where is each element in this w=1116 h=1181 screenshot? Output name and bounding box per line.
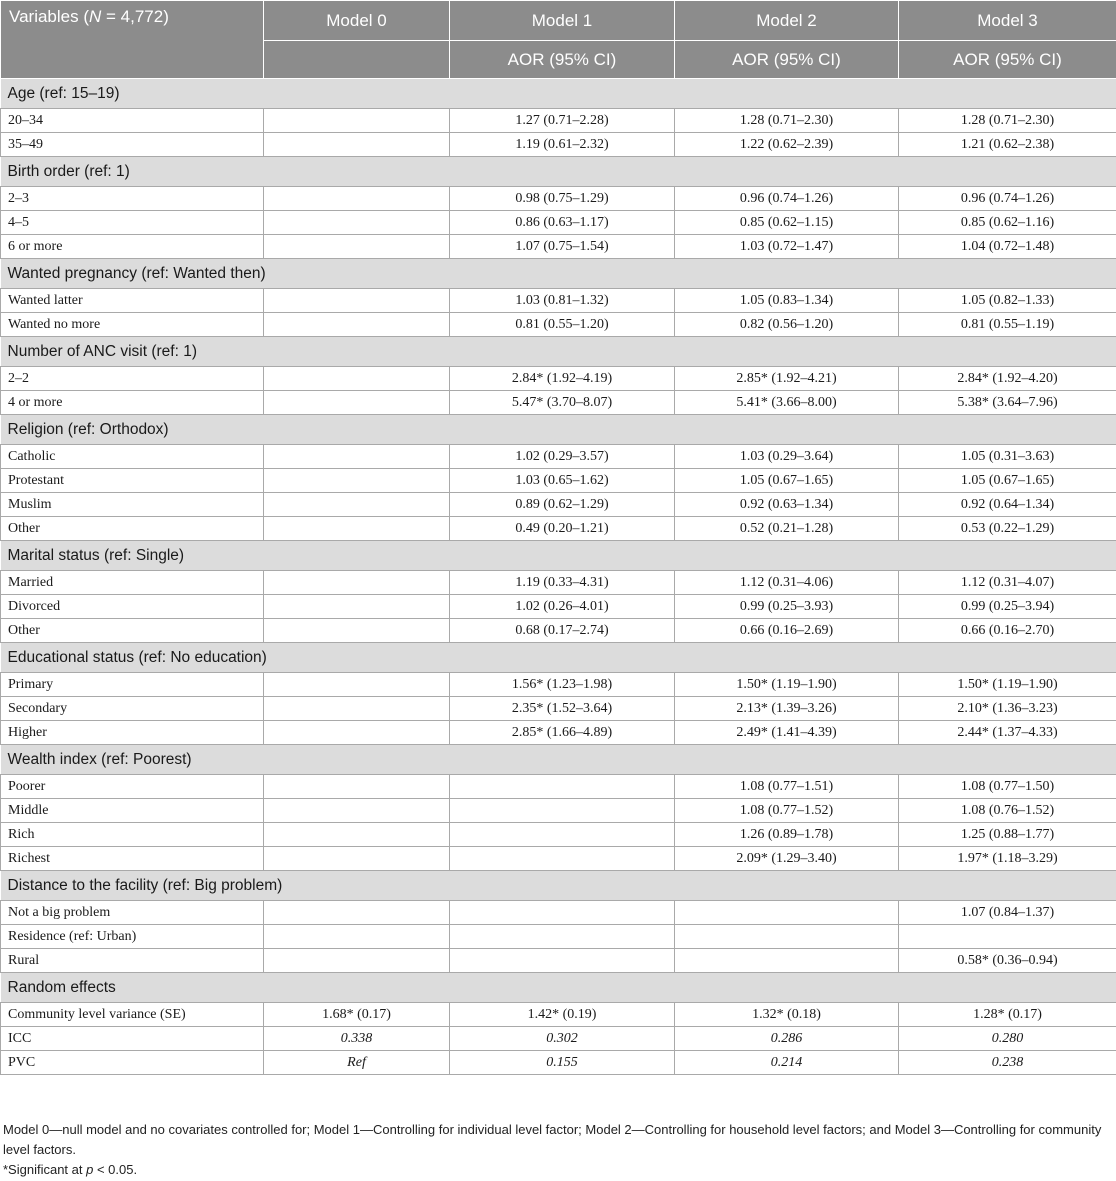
model-1-cell: 0.302 [450,1027,675,1051]
model-0-cell [264,517,450,541]
model-0-cell [264,925,450,949]
row-label: 2–2 [1,367,264,391]
row-label: 35–49 [1,133,264,157]
model-2-cell: 2.49* (1.41–4.39) [675,721,899,745]
model-0-cell [264,493,450,517]
model-3-cell: 1.12 (0.31–4.07) [899,571,1116,595]
model-1-cell: 1.42* (0.19) [450,1003,675,1027]
model-0-cell: 1.68* (0.17) [264,1003,450,1027]
model-0-cell [264,289,450,313]
table-row [1,289,1116,313]
model-3-cell: 0.66 (0.16–2.70) [899,619,1116,643]
section-title: Age (ref: 15–19) [1,79,1116,109]
model-2-cell: 0.52 (0.21–1.28) [675,517,899,541]
model-3-cell: 1.08 (0.76–1.52) [899,799,1116,823]
table-row [1,1027,1116,1051]
model-0-cell [264,133,450,157]
model-3-cell: 0.81 (0.55–1.19) [899,313,1116,337]
model-3-cell: 5.38* (3.64–7.96) [899,391,1116,415]
model-2-cell: 1.26 (0.89–1.78) [675,823,899,847]
model-3-cell: 1.07 (0.84–1.37) [899,901,1116,925]
model-3-cell: 1.97* (1.18–3.29) [899,847,1116,871]
model-0-cell [264,367,450,391]
model-1-cell: 1.07 (0.75–1.54) [450,235,675,259]
table-row [1,469,1116,493]
table-row [1,901,1116,925]
section-header-row [1,871,1116,901]
row-label: 4–5 [1,211,264,235]
section-title: Religion (ref: Orthodox) [1,415,1116,445]
model-2-cell: 5.41* (3.66–8.00) [675,391,899,415]
model-2-cell [675,949,899,973]
model-3-cell: 2.44* (1.37–4.33) [899,721,1116,745]
model-1-cell: 0.89 (0.62–1.29) [450,493,675,517]
model-0-cell [264,697,450,721]
section-title: Distance to the facility (ref: Big problem) [1,871,1116,901]
model-0-cell [264,469,450,493]
model-1-cell: 1.03 (0.81–1.32) [450,289,675,313]
row-label: Muslim [1,493,264,517]
section-header-row [1,157,1116,187]
model-2-cell: 1.05 (0.83–1.34) [675,289,899,313]
model-2-subheader: AOR (95% CI) [675,41,899,79]
model-1-cell: 5.47* (3.70–8.07) [450,391,675,415]
model-0-cell: 0.338 [264,1027,450,1051]
section-title: Birth order (ref: 1) [1,157,1116,187]
model-3-cell: 1.28* (0.17) [899,1003,1116,1027]
model-0-cell [264,211,450,235]
model-3-cell: 0.85 (0.62–1.16) [899,211,1116,235]
model-3-cell: 1.21 (0.62–2.38) [899,133,1116,157]
model-0-cell [264,949,450,973]
section-title: Educational status (ref: No education) [1,643,1116,673]
row-label: Other [1,619,264,643]
model-2-cell: 2.09* (1.29–3.40) [675,847,899,871]
row-label: Protestant [1,469,264,493]
model-0-header: Model 0 [264,1,450,41]
model-0-cell [264,187,450,211]
table-row [1,595,1116,619]
table-row [1,313,1116,337]
model-0-cell [264,775,450,799]
model-1-cell: 0.155 [450,1051,675,1075]
model-3-cell: 1.08 (0.77–1.50) [899,775,1116,799]
row-label: Other [1,517,264,541]
table-row [1,367,1116,391]
footnote-models: Model 0—null model and no covariates controlled for; Model 1—Controlling for individual level factor; Model 2—Controlling for household level factors; and Model 3—Controlling for community level factors. [3,1122,1102,1157]
model-3-cell: 1.28 (0.71–2.30) [899,109,1116,133]
model-0-cell [264,235,450,259]
row-label: ICC [1,1027,264,1051]
model-2-cell: 1.08 (0.77–1.52) [675,799,899,823]
model-0-cell: Ref [264,1051,450,1075]
table-row [1,721,1116,745]
model-1-cell: 1.02 (0.29–3.57) [450,445,675,469]
model-0-cell [264,901,450,925]
model-3-cell: 0.99 (0.25–3.94) [899,595,1116,619]
model-3-cell: 1.05 (0.31–3.63) [899,445,1116,469]
table-row [1,493,1116,517]
table-row [1,925,1116,949]
table-row [1,391,1116,415]
model-0-cell [264,721,450,745]
table-row [1,847,1116,871]
model-3-cell: 1.04 (0.72–1.48) [899,235,1116,259]
row-label: Richest [1,847,264,871]
section-title: Marital status (ref: Single) [1,541,1116,571]
model-3-cell: 0.58* (0.36–0.94) [899,949,1116,973]
model-0-cell [264,799,450,823]
model-2-cell: 1.22 (0.62–2.39) [675,133,899,157]
section-header-row [1,973,1116,1003]
model-3-cell: 0.53 (0.22–1.29) [899,517,1116,541]
row-label: Divorced [1,595,264,619]
model-3-cell: 2.10* (1.36–3.23) [899,697,1116,721]
model-3-cell: 1.05 (0.67–1.65) [899,469,1116,493]
model-0-cell [264,571,450,595]
model-2-cell: 0.66 (0.16–2.69) [675,619,899,643]
model-1-cell [450,901,675,925]
model-2-cell: 1.32* (0.18) [675,1003,899,1027]
row-label: Not a big problem [1,901,264,925]
model-3-header: Model 3 [899,1,1116,41]
model-2-cell: 2.13* (1.39–3.26) [675,697,899,721]
row-label: 4 or more [1,391,264,415]
row-label: PVC [1,1051,264,1075]
row-label: Married [1,571,264,595]
model-0-cell [264,109,450,133]
table-row [1,1003,1116,1027]
model-3-cell: 1.25 (0.88–1.77) [899,823,1116,847]
table-row [1,697,1116,721]
model-0-cell [264,391,450,415]
model-3-cell: 0.96 (0.74–1.26) [899,187,1116,211]
table-row [1,109,1116,133]
table-body [1,79,1116,1075]
model-1-cell: 2.35* (1.52–3.64) [450,697,675,721]
table-row [1,517,1116,541]
model-1-cell [450,823,675,847]
model-3-cell: 1.50* (1.19–1.90) [899,673,1116,697]
model-1-cell: 1.19 (0.33–4.31) [450,571,675,595]
model-2-header: Model 2 [675,1,899,41]
model-2-cell: 0.82 (0.56–1.20) [675,313,899,337]
section-header-row [1,337,1116,367]
row-label: Higher [1,721,264,745]
row-label: 2–3 [1,187,264,211]
model-0-subheader [264,41,450,79]
model-2-cell: 1.03 (0.72–1.47) [675,235,899,259]
model-1-cell [450,925,675,949]
model-3-cell: 0.238 [899,1051,1116,1075]
table-row [1,619,1116,643]
footnote-significance: *Significant at p < 0.05. [3,1162,138,1177]
model-1-cell: 1.02 (0.26–4.01) [450,595,675,619]
model-2-cell [675,925,899,949]
row-label: Primary [1,673,264,697]
model-1-cell: 1.19 (0.61–2.32) [450,133,675,157]
model-0-cell [264,673,450,697]
row-label: Rich [1,823,264,847]
model-1-cell: 2.84* (1.92–4.19) [450,367,675,391]
model-1-cell [450,949,675,973]
model-1-subheader: AOR (95% CI) [450,41,675,79]
model-2-cell: 2.85* (1.92–4.21) [675,367,899,391]
table-row [1,211,1116,235]
model-1-cell: 1.56* (1.23–1.98) [450,673,675,697]
section-title: Wealth index (ref: Poorest) [1,745,1116,775]
table-footnote [3,1120,1113,1180]
row-label: Community level variance (SE) [1,1003,264,1027]
model-1-cell [450,775,675,799]
model-1-cell: 0.81 (0.55–1.20) [450,313,675,337]
section-title: Number of ANC visit (ref: 1) [1,337,1116,367]
model-2-cell: 1.50* (1.19–1.90) [675,673,899,697]
section-header-row [1,259,1116,289]
row-label: 6 or more [1,235,264,259]
row-label: Wanted latter [1,289,264,313]
model-2-cell: 0.214 [675,1051,899,1075]
table-row [1,823,1116,847]
model-2-cell: 0.99 (0.25–3.93) [675,595,899,619]
section-title: Wanted pregnancy (ref: Wanted then) [1,259,1116,289]
model-1-cell: 0.68 (0.17–2.74) [450,619,675,643]
model-2-cell: 1.03 (0.29–3.64) [675,445,899,469]
table-row [1,235,1116,259]
section-header-row [1,79,1116,109]
model-3-cell: 2.84* (1.92–4.20) [899,367,1116,391]
section-title: Random effects [1,973,1116,1003]
row-label: Catholic [1,445,264,469]
model-1-cell: 0.49 (0.20–1.21) [450,517,675,541]
model-2-cell: 0.286 [675,1027,899,1051]
row-label: Poorer [1,775,264,799]
variables-header: Variables (N = 4,772) [1,1,264,79]
model-3-cell: 0.280 [899,1027,1116,1051]
model-1-cell [450,799,675,823]
table-row [1,445,1116,469]
row-label: Middle [1,799,264,823]
model-1-header: Model 1 [450,1,675,41]
model-3-subheader: AOR (95% CI) [899,41,1116,79]
row-label: Rural [1,949,264,973]
section-header-row [1,745,1116,775]
model-2-cell: 0.96 (0.74–1.26) [675,187,899,211]
section-header-row [1,541,1116,571]
row-label: Secondary [1,697,264,721]
table-row [1,775,1116,799]
section-header-row [1,643,1116,673]
model-2-cell: 1.12 (0.31–4.06) [675,571,899,595]
row-label: 20–34 [1,109,264,133]
model-2-cell: 1.08 (0.77–1.51) [675,775,899,799]
model-2-cell [675,901,899,925]
model-1-cell [450,847,675,871]
table-row [1,571,1116,595]
model-1-cell: 1.03 (0.65–1.62) [450,469,675,493]
model-0-cell [264,595,450,619]
model-0-cell [264,847,450,871]
table-row [1,1051,1116,1075]
model-3-cell: 0.92 (0.64–1.34) [899,493,1116,517]
table-row [1,673,1116,697]
model-2-cell: 0.92 (0.63–1.34) [675,493,899,517]
model-0-cell [264,823,450,847]
model-0-cell [264,445,450,469]
model-0-cell [264,313,450,337]
model-3-cell [899,925,1116,949]
row-label: Residence (ref: Urban) [1,925,264,949]
model-1-cell: 0.86 (0.63–1.17) [450,211,675,235]
model-2-cell: 1.05 (0.67–1.65) [675,469,899,493]
section-header-row [1,415,1116,445]
table-row [1,133,1116,157]
model-1-cell: 1.27 (0.71–2.28) [450,109,675,133]
model-2-cell: 0.85 (0.62–1.15) [675,211,899,235]
table-row [1,799,1116,823]
model-1-cell: 2.85* (1.66–4.89) [450,721,675,745]
table-row [1,949,1116,973]
table-row [1,187,1116,211]
model-3-cell: 1.05 (0.82–1.33) [899,289,1116,313]
model-1-cell: 0.98 (0.75–1.29) [450,187,675,211]
row-label: Wanted no more [1,313,264,337]
model-0-cell [264,619,450,643]
model-2-cell: 1.28 (0.71–2.30) [675,109,899,133]
